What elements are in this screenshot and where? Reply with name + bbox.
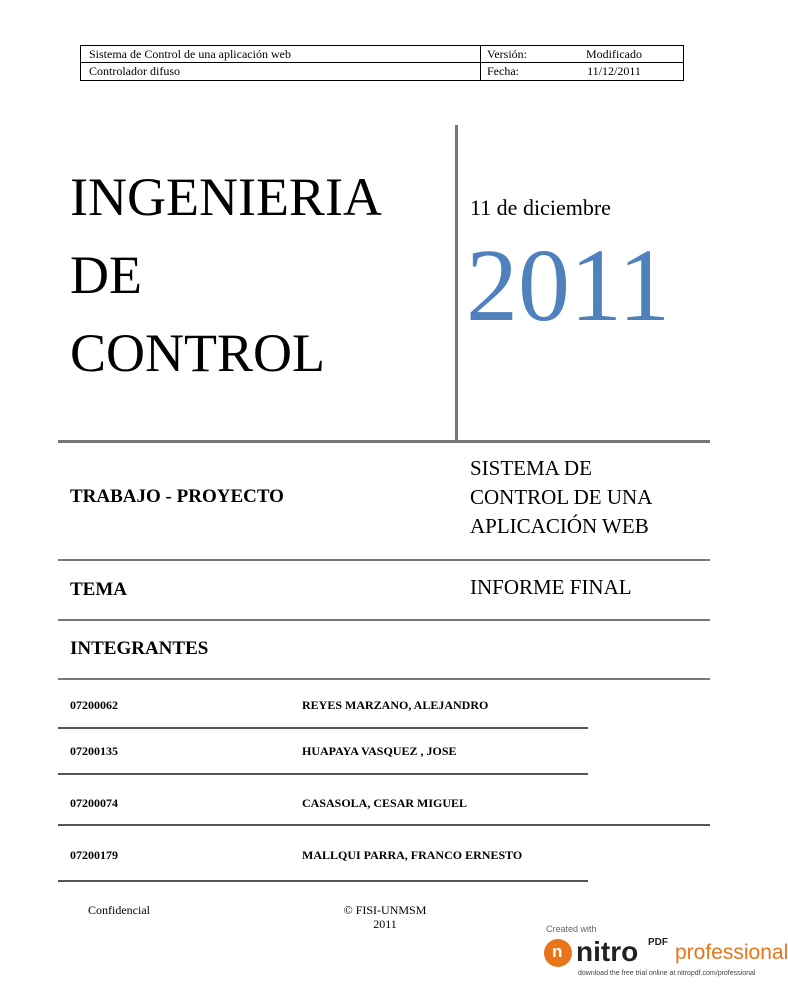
- members-label: INTEGRANTES: [70, 638, 209, 659]
- document-header-table: [80, 45, 684, 81]
- topic-label: TEMA: [70, 579, 127, 600]
- work-label: TRABAJO - PROYECTO: [70, 486, 284, 507]
- cover-year: 2011: [466, 228, 671, 343]
- member-row-divider: [58, 727, 588, 729]
- work-value-line-1: SISTEMA DE: [470, 456, 592, 480]
- footer-copyright: [330, 903, 440, 931]
- header-version-value: Modificado: [586, 47, 642, 61]
- watermark-pdf: PDF: [648, 937, 668, 948]
- cover-horizontal-divider: [58, 440, 710, 443]
- cover-title-line-2: DE: [70, 245, 142, 305]
- section-divider-3: [58, 678, 710, 680]
- work-value-line-3: APLICACIÓN WEB: [470, 514, 649, 538]
- footer-copyright-text: © FISI-UNMSM: [343, 903, 427, 917]
- member-id: 07200074: [70, 796, 118, 810]
- footer-confidential: Confidencial: [88, 903, 150, 917]
- watermark-created-with: Created with: [546, 924, 597, 934]
- cover-title-line-3: CONTROL: [70, 323, 325, 383]
- footer-year: 2011: [373, 917, 397, 931]
- member-id: 07200135: [70, 744, 118, 758]
- section-divider-2: [58, 619, 710, 621]
- member-name: REYES MARZANO, ALEJANDRO: [302, 698, 489, 712]
- member-id: 07200062: [70, 698, 118, 712]
- header-date-label: Fecha:: [487, 64, 519, 78]
- section-divider-1: [58, 559, 710, 561]
- member-name: CASASOLA, CESAR MIGUEL: [302, 796, 468, 810]
- cover-date: 11 de diciembre: [470, 195, 611, 220]
- watermark-brand: nitro: [576, 936, 639, 967]
- nitro-logo-icon: n: [544, 939, 572, 967]
- watermark-tagline: download the free trial online at nitropdf.com/professional: [578, 970, 756, 977]
- work-value: [470, 454, 652, 541]
- topic-value: INFORME FINAL: [470, 575, 632, 599]
- header-date-value: 11/12/2011: [587, 64, 641, 78]
- work-value-line-2: CONTROL DE UNA: [470, 485, 653, 509]
- header-system-title: Sistema de Control de una aplicación web: [89, 47, 291, 61]
- header-version-label: Versión:: [487, 47, 527, 61]
- cover-vertical-divider: [455, 125, 458, 441]
- member-id: 07200179: [70, 848, 118, 862]
- member-row-divider: [58, 880, 588, 882]
- member-name: HUAPAYA VASQUEZ , JOSE: [302, 744, 457, 758]
- member-row-divider: [58, 824, 710, 826]
- header-divider-vertical: [480, 46, 481, 80]
- header-subtitle: Controlador difuso: [89, 64, 180, 78]
- cover-title-line-1: INGENIERIA: [70, 167, 382, 227]
- member-name: MALLQUI PARRA, FRANCO ERNESTO: [302, 848, 523, 862]
- member-row-divider: [58, 773, 588, 775]
- watermark-professional: professional: [675, 941, 788, 964]
